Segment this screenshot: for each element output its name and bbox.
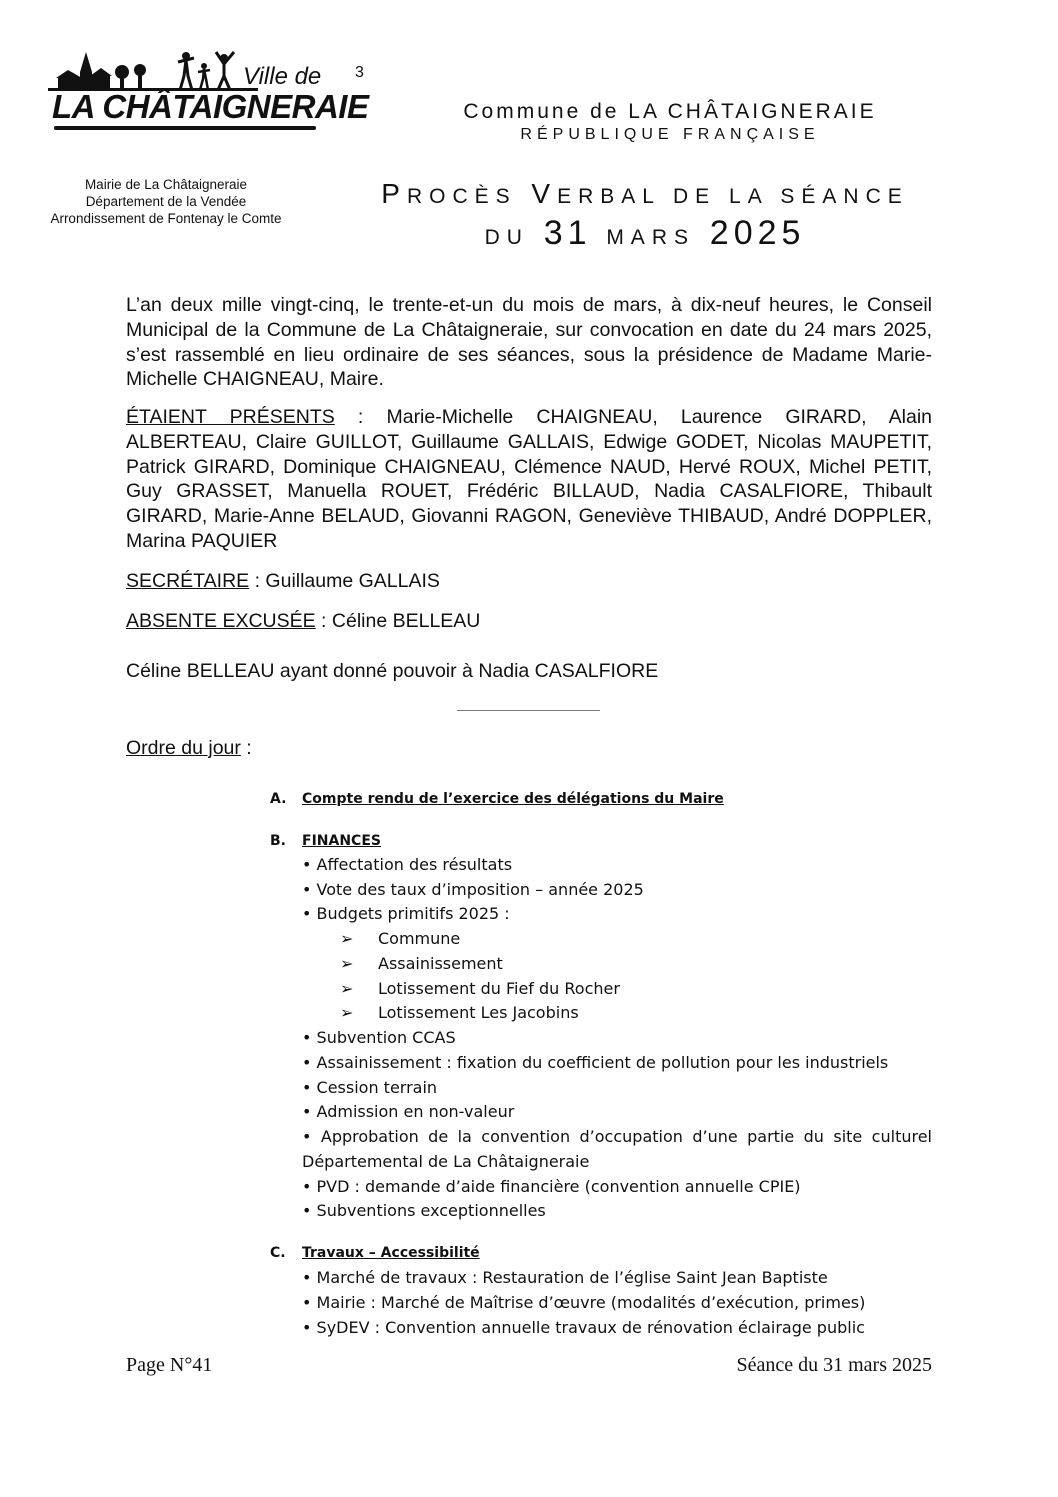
sub-item-text: Lotissement Les Jacobins bbox=[378, 1003, 579, 1022]
arrow-icon: ➢ bbox=[340, 954, 354, 973]
bullet-icon: • bbox=[302, 1201, 312, 1220]
bullet-icon: • bbox=[302, 880, 312, 899]
bullet-icon: • bbox=[302, 1293, 312, 1312]
arrow-icon: ➢ bbox=[340, 979, 354, 998]
list-item bbox=[302, 1053, 888, 1072]
list-item bbox=[302, 1201, 546, 1220]
mairie-line: Arrondissement de Fontenay le Comte bbox=[50, 211, 282, 226]
mairie-line: Département de la Vendée bbox=[85, 194, 247, 209]
section-letter-a: A. bbox=[270, 791, 287, 807]
title-year: 2025 bbox=[709, 214, 806, 252]
presents-list: : Marie-Michelle CHAIGNEAU, Laurence GIRARD, Alain ALBERTEAU, Claire GUILLOT, Guillaume GALLAIS, Edwige GODET, Nicolas MAUPETIT, Patrick GIRARD, Dominique CHAIGNEAU, Clémence NAUD, Hervé ROUX, Michel PETIT, Guy GRASSET, Manuella ROUET, Frédéric BILLAUD, Nadia CASALFIORE, Thibault GIRARD, Marie-Anne BELAUD, Giovanni RAGON, Geneviève THIBAUD, André DOPPLER, Marina PAQUIER bbox=[126, 406, 932, 552]
separator-line bbox=[457, 710, 600, 711]
commune-heading: Commune de LA CHÂTAIGNERAIE bbox=[463, 100, 877, 123]
list-item-text: Subvention CCAS bbox=[316, 1028, 456, 1047]
title-word: ERBAL DE LA SÉANCE bbox=[557, 185, 909, 208]
list-item-text: Mairie : Marché de Maîtrise d’œuvre (modalités d’exécution, primes) bbox=[316, 1293, 866, 1312]
presents-paragraph bbox=[126, 405, 932, 554]
list-item bbox=[302, 1177, 801, 1196]
title-word: ROCÈS bbox=[406, 185, 517, 208]
sub-item-text: Lotissement du Fief du Rocher bbox=[378, 979, 620, 998]
bullet-icon: • bbox=[302, 1028, 312, 1047]
list-item bbox=[302, 1028, 456, 1047]
logo-town-name: LA CHÂTAIGNERAIE bbox=[52, 88, 369, 125]
intro-paragraph: L’an deux mille vingt-cinq, le trente-et-un du mois de mars, à dix-neuf heures, le Conseil Municipal de la Commune de La Châtaigneraie, sur convocation en date du 24 mars 2025, s’est rassemblé en lieu ordinaire de ses séances, sous la présidence de Madame Marie-Michelle CHAIGNEAU, Maire. bbox=[126, 294, 932, 391]
pouvoir-paragraph: Céline BELLEAU ayant donné pouvoir à Nadia CASALFIORE bbox=[126, 660, 659, 682]
logo-ville-text: Ville de bbox=[243, 63, 322, 90]
list-item-text: Approbation de la convention d’occupation d’une partie du site culturel Départemental de La Châtaigneraie bbox=[302, 1127, 932, 1171]
bullet-icon: • bbox=[302, 1318, 312, 1337]
bullet-icon: • bbox=[302, 904, 312, 923]
absente-name: : Céline BELLEAU bbox=[315, 610, 481, 632]
list-item bbox=[302, 1124, 932, 1174]
title-initial: V bbox=[531, 178, 558, 209]
absente-label: ABSENTE EXCUSÉE bbox=[126, 610, 316, 632]
document-title-line2 bbox=[340, 214, 950, 253]
title-word: MARS bbox=[606, 226, 695, 249]
title-day: 31 bbox=[543, 214, 592, 252]
sub-item-text: Assainissement bbox=[378, 954, 503, 973]
list-item-text: Assainissement : fixation du coefficient de pollution pour les industriels bbox=[316, 1053, 889, 1072]
ordre-suffix: : bbox=[240, 737, 252, 759]
list-item bbox=[302, 1078, 437, 1097]
list-item-text: Vote des taux d’imposition – année 2025 bbox=[316, 880, 644, 899]
ordre-du-jour-heading bbox=[126, 737, 252, 760]
list-item bbox=[302, 1102, 514, 1121]
section-title-c: Travaux – Accessibilité bbox=[302, 1245, 480, 1261]
title-word: DU bbox=[484, 226, 529, 249]
list-item-text: Budgets primitifs 2025 : bbox=[316, 904, 510, 923]
section-letter-c: C. bbox=[270, 1245, 286, 1261]
list-item bbox=[302, 855, 512, 874]
page-mark: 3 bbox=[355, 64, 364, 81]
section-letter-b: B. bbox=[270, 833, 286, 849]
secretaire-name: : Guillaume GALLAIS bbox=[249, 570, 440, 592]
list-item bbox=[302, 1293, 865, 1312]
list-item bbox=[302, 880, 644, 899]
mairie-line: Mairie de La Châtaigneraie bbox=[84, 177, 248, 192]
arrow-icon: ➢ bbox=[340, 1003, 354, 1022]
document-title-line1 bbox=[340, 178, 950, 210]
bullet-icon: • bbox=[302, 1177, 312, 1196]
secretaire-paragraph bbox=[126, 569, 932, 594]
bullet-icon: • bbox=[302, 1102, 312, 1121]
logo-underline bbox=[54, 126, 316, 130]
list-item-text: PVD : demande d’aide financière (convention annuelle CPIE) bbox=[316, 1177, 801, 1196]
absente-paragraph bbox=[126, 609, 932, 634]
list-item bbox=[302, 904, 510, 923]
list-item-text: Affectation des résultats bbox=[316, 855, 513, 874]
mairie-info bbox=[30, 176, 302, 227]
list-item-text: Subventions exceptionnelles bbox=[316, 1201, 546, 1220]
list-item bbox=[302, 1268, 828, 1287]
sub-item-text: Commune bbox=[378, 929, 461, 948]
presents-label: ÉTAIENT PRÉSENTS bbox=[126, 406, 335, 428]
section-title-a: Compte rendu de l’exercice des délégations du Maire bbox=[302, 791, 724, 807]
page-number: Page N°41 bbox=[126, 1354, 213, 1376]
republique-heading: RÉPUBLIQUE FRANÇAISE bbox=[520, 126, 820, 143]
list-item-text: Marché de travaux : Restauration de l’église Saint Jean Baptiste bbox=[316, 1268, 828, 1287]
section-title-b: FINANCES bbox=[302, 833, 381, 849]
title-initial: P bbox=[381, 178, 407, 209]
bullet-icon: • bbox=[302, 855, 312, 874]
bullet-icon: • bbox=[302, 1268, 312, 1287]
arrow-icon: ➢ bbox=[340, 929, 354, 948]
seance-date: Séance du 31 mars 2025 bbox=[736, 1354, 932, 1376]
bullet-icon: • bbox=[302, 1053, 312, 1072]
ordre-label: Ordre du jour bbox=[126, 737, 241, 759]
secretaire-label: SECRÉTAIRE bbox=[126, 570, 250, 592]
list-item-text: Admission en non-valeur bbox=[316, 1102, 515, 1121]
list-item-text: Cession terrain bbox=[316, 1078, 438, 1097]
bullet-icon: • bbox=[302, 1127, 312, 1146]
list-item bbox=[302, 1318, 865, 1337]
bullet-icon: • bbox=[302, 1078, 312, 1097]
list-item-text: SyDEV : Convention annuelle travaux de rénovation éclairage public bbox=[316, 1318, 865, 1337]
